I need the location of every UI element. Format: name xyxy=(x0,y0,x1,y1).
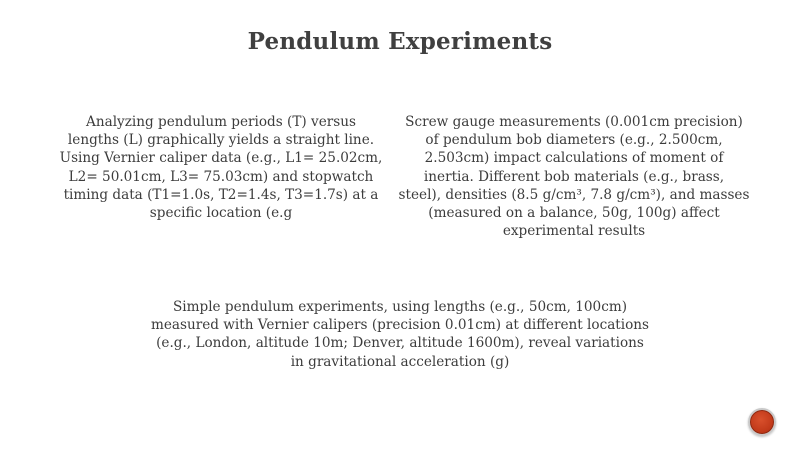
slide-title: Pendulum Experiments xyxy=(247,28,553,55)
text-block-right: Screw gauge measurements (0.001cm precision) of pendulum bob diameters (e.g., 2.500cm, 2.503cm) impact calculations of moment of inertia. Different bob materials (e.g., brass, steel), densities (8.5 g/cm³, 7.8 g/cm³), and masses (measured on a balance, 50g, 100g) affect experimental results xyxy=(398,114,750,240)
text-block-bottom: Simple pendulum experiments, using lengths (e.g., 50cm, 100cm) measured with Vernier calipers (precision 0.01cm) at different locations (e.g., London, altitude 10m; Denver, altitude 1600m), reveal variations in gravitational acceleration (g) xyxy=(150,299,650,370)
text-block-left: Analyzing pendulum periods (T) versus lengths (L) graphically yields a straight line. Using Vernier caliper data (e.g., L1= 25.02cm, L2= 50.01cm, L3= 75.03cm) and stopwatch timing data (T1=1.0s, T2=1.4s, T3=1.7s) at a specific location (e.g xyxy=(59,114,383,222)
record-circle-icon[interactable] xyxy=(748,408,776,436)
